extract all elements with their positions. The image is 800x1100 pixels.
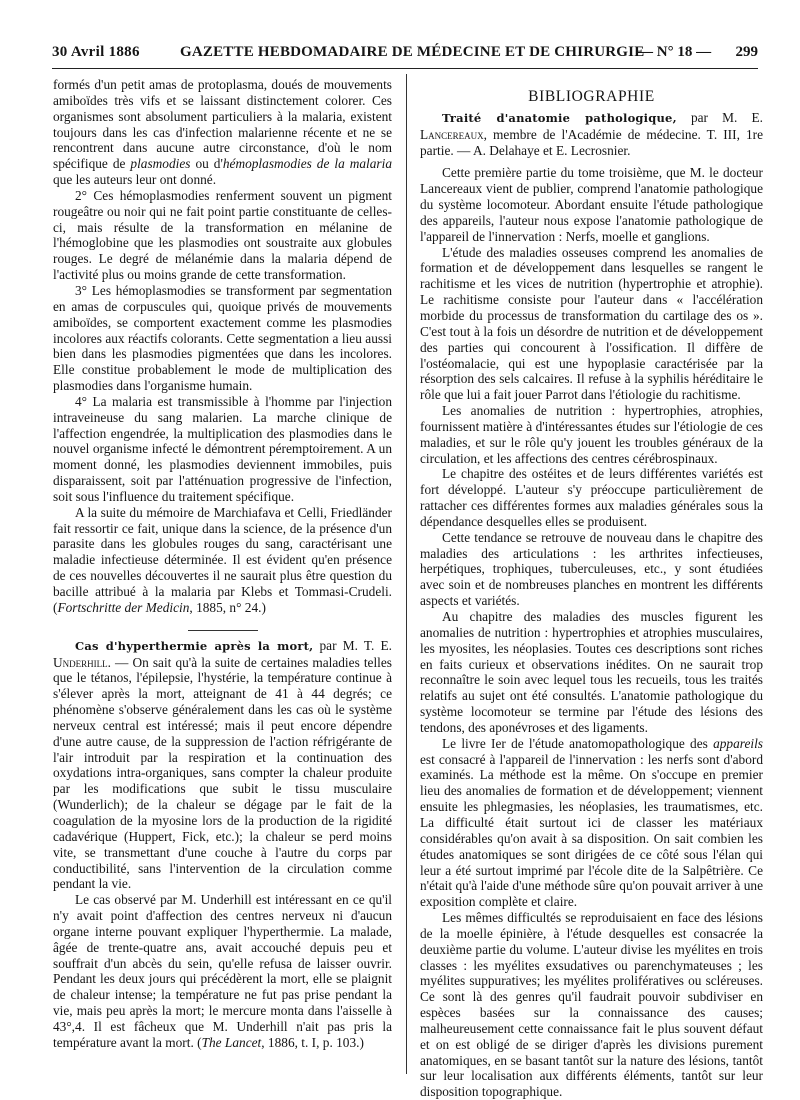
book-title: Traité d'anatomie pathologique,	[442, 110, 677, 125]
hyperthermia-title: Cas d'hyperthermie après la mort,	[75, 638, 314, 653]
page-header	[52, 44, 758, 66]
malaria-paragraph-5: A la suite du mémoire de Marchiafava et Celli, Friedländer fait ressortir ce fait, unique dans la science, de la présence d'un parasite dans les globules rouges du sang, caractérisant une maladie infectieuse déterminée. Il est évident qu'en présence de ces nouvelles découvertes il ne saurait plus être question du bacille attribué à la malaria par Klebs et Tommasi-Crudeli. (Fortschritte der Medicin, 1885, n° 24.)	[53, 504, 392, 615]
journal-title: GAZETTE HEBDOMADAIRE DE MÉDECINE ET DE CHIRURGIE	[180, 44, 645, 60]
page-number: 299	[735, 44, 758, 60]
review-paragraph-7: Le livre Ier de l'étude anatomopathologique des appareils est consacré à l'appareil de l'innervation : les nerfs sont d'abord examinés. La méthode est la même. On s'occupe en premier lieu des anomalies de formation et de développement; viennent ensuite les phlegmasies, les néoplasies, les traumatismes, etc. La difficulté était surtout ici de classer les matériaux considérables qu'on avait à sa disposition. On sait combien les études anatomiques se sont dirigées de ce côté sous l'élan qui leur a été surtout imprimé par l'école dite de la Salpêtrière. Ce n'était qu'à l'aide d'une méthode sûre qu'on pouvait arriver à une exposition complète et claire.	[420, 735, 763, 910]
review-paragraph-1: Cette première partie du tome troisième, que M. le docteur Lancereaux vient de publier, comprend l'anatomie pathologique du système locomoteur. Abordant ensuite l'étude pathologique des appareils, l'auteur nous expose l'anatomie pathologique de l'appareil de l'innervation : Nerfs, moelle et ganglions.	[420, 165, 763, 244]
right-column	[420, 77, 763, 1100]
section-title: BIBLIOGRAPHIE	[528, 88, 655, 105]
header-rule	[52, 68, 758, 69]
book-author: Lancereaux	[420, 126, 484, 142]
hyperthermia-author: Underhill	[53, 654, 108, 670]
review-paragraph-4: Le chapitre des ostéites et de leurs différentes variétés est fort développé. L'auteur s'y préoccupe particulièrement de rattacher ces différentes formes aux maladies générales sous la dépendance desquelles elles se produisent.	[420, 466, 763, 529]
malaria-paragraph-2: 2° Ces hémoplasmodies renferment souvent un pigment rougeâtre ou noir qui ne fait point partie constituante de celles-ci, mais résulte de la transformation en mélanine de l'hémoglobine que les plasmodies ont soustraite aux globules rouges. Le degré de mélanémie dans la malaria dépend de l'activité plus ou moins grande de cette transformation.	[53, 187, 392, 283]
left-column	[53, 77, 392, 1051]
review-paragraph-2: L'étude des maladies osseuses comprend les anomalies de formation et de développement dans lesquelles se rangent le rachitisme et les vices de nutrition (hypertrophie et atrophie). Le rachitisme consiste pour l'auteur dans « l'accélération morbide du processus de transformation du cartilage des os ». C'est tout à la fois un désordre de nutrition et de développement des parties qui concourent à l'ossification. Il diffère de l'ostéomalacie, qui est une hypoplasie caractérisée par la résorption des sels calcaires. Il refuse à la syphilis héréditaire le rôle que lui a fait jouer Parrot dans l'étiologie du rachitisme.	[420, 244, 763, 403]
review-paragraph-8: Les mêmes difficultés se reproduisaient en face des lésions de la moelle épinière, à l'étude desquelles est consacrée la deuxième partie du volume. L'auteur divise les myélites en trois classes : les myélites exsudatives ou parenchymateuses ; les myélites suppuratives; les myélites prolifératives ou scléreuses. Ce sont là des genres qu'il faudrait pouvoir subdiviser en espèces basées sur la connaissance des causes; malheureusement cette connaissance fait le plus souvent défaut et on est obligé de se diriger d'après les divisions purement anatomiques, en se basant tantôt sur la nature des lésions, tantôt sur leur localisation aux différents éléments, tantôt sur leur disposition topographique.	[420, 910, 763, 1100]
issue-number: — N° 18 —	[638, 44, 712, 60]
malaria-paragraph-1: formés d'un petit amas de protoplasma, doués de mouvements amiboïdes très vifs et se laissant distinctement colorer. Ces organismes sont absolument particuliers à la malaria, existent toujours dans les cas d'infection malarienne récente et ne se rencontrent dans aucune autre circonstance, d'où le nom spécifique de plasmodies ou d'hémoplasmodies de la malaria que les auteurs leur ont donné.	[53, 77, 392, 188]
hyperthermia-article: Cas d'hyperthermie après la mort, par M. T. E. Underhill. — On sait qu'à la suite de certaines maladies telles que le tétanos, l'épilepsie, l'hystérie, la température continue à s'élever après la mort, atteignant de 41 à 44 degrés; ce phénomène s'observe généralement dans les cas où le système nerveux central est intéressé; mais il peut encore dépendre d'une autre cause, de la suppression de l'action réfrigérante de l'air introduit par la respiration et la continuation des oxydations intra-organiques, sans compter la chaleur produite par les modifications que subit le tissu musculaire (Wunderlich); de la chaleur se dégage par le fait de la coagulation de la myosine lors de la production de la rigidité cadavérique (Huppert, Fick, etc.); la chaleur se perd moins vite, se transmettant d'une couche à l'autre du corps par conductibilité, sans l'intervention de la circulation comme pendant la vie.	[53, 637, 393, 892]
malaria-paragraph-4: 4° La malaria est transmissible à l'homme par l'injection intraveineuse du sang malarien. La marche clinique de l'affection engendrée, la multiplication des plasmodies dans le nouvel organisme infecté le démontrent péremptoirement. A un moment donné, les plasmodies deviennent immobiles, puis disparaissent, soit par l'atténuation progressive de l'infection, soit sous l'influence du traitement spécifique.	[53, 393, 392, 504]
hyperthermia-paragraph-2: Le cas observé par M. Underhill est intéressant en ce qu'il n'y avait point d'affection des centres nerveux ni d'aucun organe interne pouvant expliquer l'hyperthermie. La malade, âgée de trente-quatre ans, avait accouché depuis peu et souffrait d'un abcès du sein, qu'elle refusa de laisser ouvrir. Pendant les deux jours qui précédèrent la mort, elle se plaignit de chaleur intense; la température ne fut pas prise pendant la vie, mais peu après la mort; le mercure monta dans l'aisselle à 43°,4. Il est fâcheux que M. Underhill n'ait pas pris la température avant la mort. (The Lancet, 1886, t. I, p. 103.)	[53, 892, 392, 1050]
review-paragraph-6: Au chapitre des maladies des muscles figurent les anomalies de nutrition : hypertrophies et atrophies musculaires, les myosites, les néoplasies. Toutes ces descriptions sont riches en faits curieux et observations inédites. On ne saurait trop reconnaître le soin avec lequel tous les recueils, tous les traités relatifs au sujet ont été consultés. L'anatomie pathologique du système locomoteur se termine par l'étude des lésions des tendons, des aponévroses et des ligaments.	[420, 609, 763, 735]
book-reference: Traité d'anatomie pathologique, par M. E. Lancereaux, membre de l'Académie de médecine. T. III, 1re partie. — A. Delahaye et E. Lecrosnier.	[420, 109, 764, 158]
review-paragraph-3: Les anomalies de nutrition : hypertrophies, atrophies, fournissent matière à d'intéressantes études sur l'étiologie de ces maladies, et sur le rôle qu'y jouent les troubles généraux de la circulation, et les affections des centres cérébrospinaux.	[420, 403, 763, 466]
review-paragraph-5: Cette tendance se retrouve de nouveau dans le chapitre des maladies des articulations : les arthrites infectieuses, herpétiques, trophiques, tuberculeuses, etc., y sont étudiées avec soin et de nombreuses planches en montrent les différents aspects et variétés.	[420, 529, 763, 609]
issue-date: 30 Avril 1886	[52, 44, 140, 60]
column-divider	[406, 74, 407, 1074]
malaria-paragraph-3: 3° Les hémoplasmodies se transforment par segmentation en amas de corpuscules qui, quoique privés de mouvements amiboïdes, se comportent exactement comme les plasmodies incolores aux réactifs colorants. Cette segmentation a lieu aussi bien dans les plasmodies pigmentées que dans les incolores. Elle constitue probablement le mode de multiplication des plasmodies dans l'organisme humain.	[53, 282, 392, 394]
